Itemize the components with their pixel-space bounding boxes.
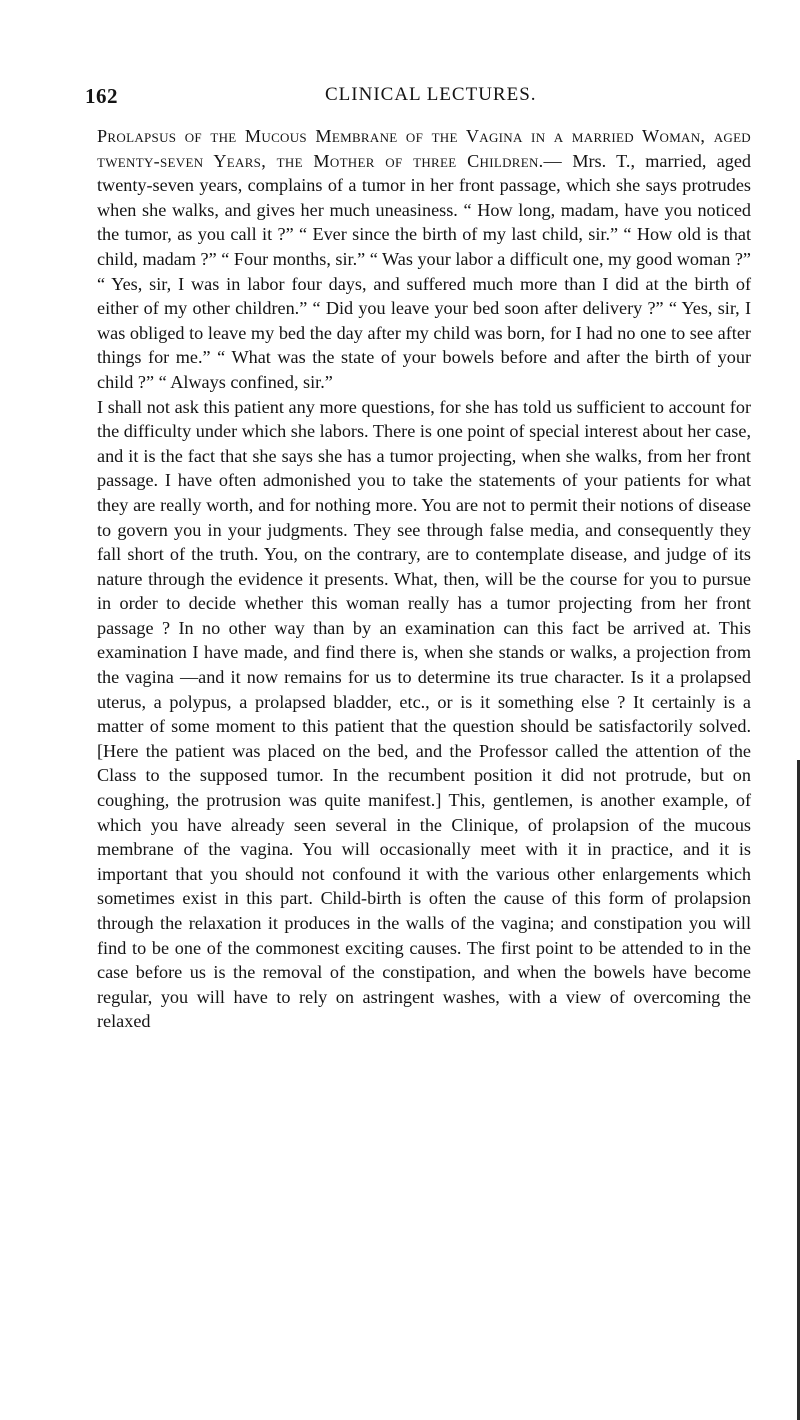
running-head <box>85 80 751 114</box>
lecture-paragraph <box>97 395 751 1034</box>
page-number: 162 <box>85 84 118 108</box>
book-page <box>85 80 752 1034</box>
case-heading: Prolapsus of the Mucous Membrane of the Vagina in a married Woman, aged twenty-seven Years, the Mother of three Children.— <box>97 126 751 171</box>
running-title: CLINICAL LECTURES. <box>325 84 537 105</box>
lecture-text: I shall not ask this patient any more questions, for she has told us sufficient to account for the difficulty under which she labors. There is one point of special interest about her case, and it is the fact that she says she has a tumor projecting, when she walks, from her front passage. I have often admonished you to take the statements of your patients for what they are really worth, and for nothing more. You are not to permit their notions of disease to govern you in your judgments. They see through false media, and consequently they fall short of the truth. You, on the contrary, are to contemplate disease, and judge of its nature through the evidence it presents. What, then, will be the course for you to pursue in order to decide whether this woman really has a tumor projecting from her front passage ? In no other way than by an examination can this fact be arrived at. This examination I have made, and find there is, when she stands or walks, a projection from the vagina —and it now remains for us to determine its true character. Is it a prolapsed uterus, a polypus, a prolapsed bladder, etc., or is it something else ? It certainly is a matter of some moment to this patient that the question should be satisfactorily solved. [Here the patient was placed on the bed, and the Professor called the attention of the Class to the supposed tumor. In the recumbent position it did not protrude, but on coughing, the protrusion was quite manifest.] This, gentlemen, is another example, of which you have already seen several in the Clinique, of prolapsion of the mucous membrane of the vagina. You will occasionally meet with it in practice, and it is important that you should not confound it with the various other enlargements which sometimes exist in this part. Child-birth is often the cause of this form of prolapsion through the relaxation it produces in the walls of the vagina; and constipation you will find to be one of the commonest exciting causes. The first point to be attended to in the case before us is the removal of the constipation, and when the bowels have become regular, you will have to rely on astringent washes, with a view of overcoming the relaxed <box>97 396 751 1032</box>
case-history-text: Mrs. T., married, aged twenty-seven years, complains of a tumor in her front passage, which she says protrudes when she walks, and gives her much uneasiness. “ How long, madam, have you noticed the tumor, as you call it ?” “ Ever since the birth of my last child, sir.” “ How old is that child, madam ?” “ Four months, sir.” “ Was your labor a difficult one, my good woman ?” “ Yes, sir, I was in labor four days, and suffered much more than I did at the birth of either of my other children.” “ Did you leave your bed soon after delivery ?” “ Yes, sir, I was obliged to leave my bed the day after my child was born, for I had no one to see after things for me.” “ What was the state of your bowels before and after the birth of your child ?” “ Always confined, sir.” <box>97 150 752 392</box>
case-paragraph <box>97 124 751 395</box>
article-body <box>97 124 751 1034</box>
